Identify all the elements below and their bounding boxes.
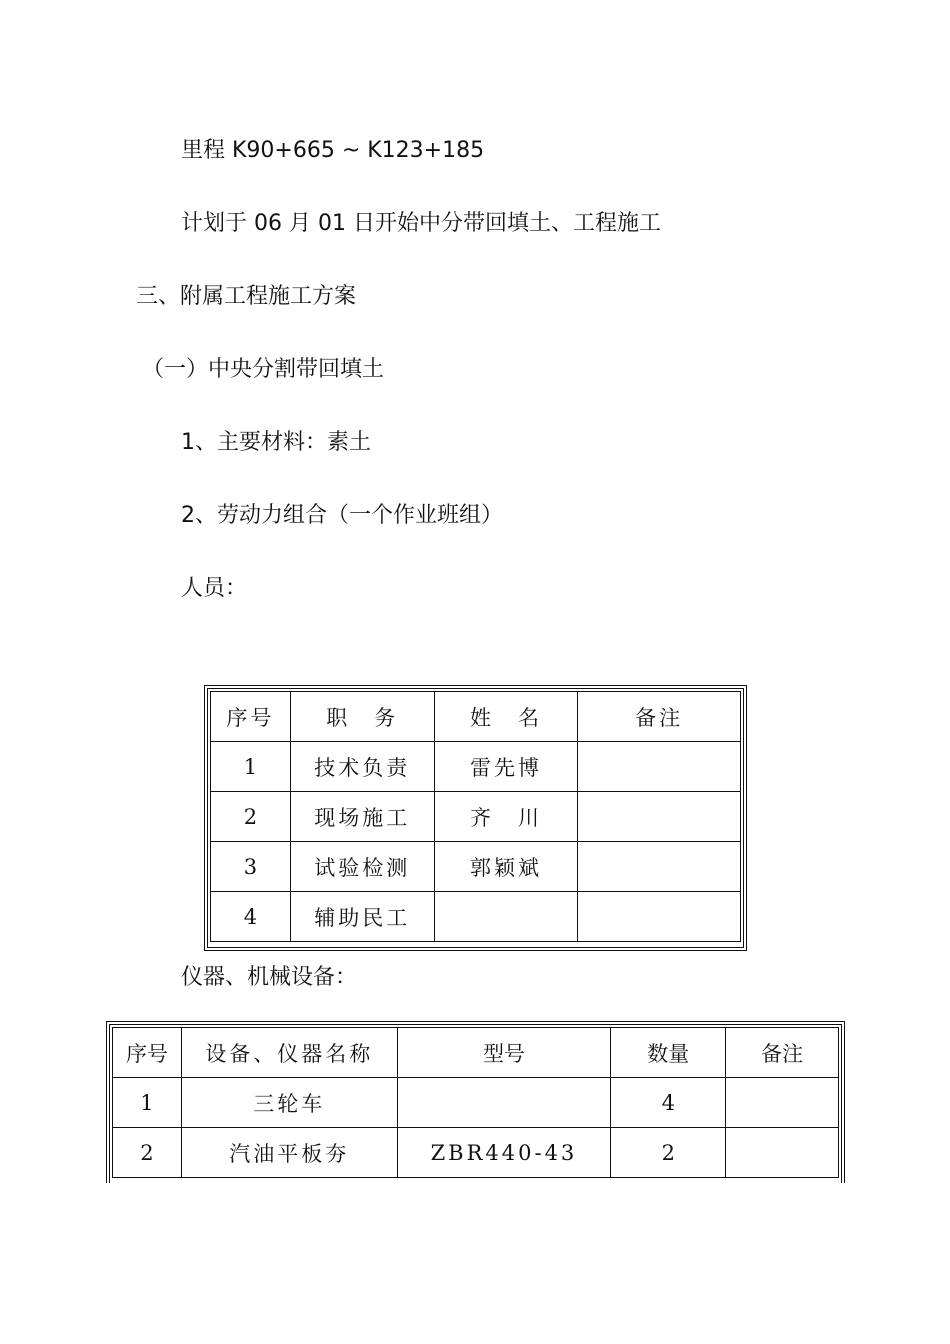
- table-cell: [578, 892, 741, 942]
- table-cell: 2: [211, 792, 291, 842]
- header-cell: 序号: [211, 692, 291, 742]
- table-row: [211, 842, 741, 892]
- equipment-heading: 仪器、机械设备：: [181, 965, 358, 990]
- materials-line: 1、主要材料：素土: [181, 430, 371, 455]
- subsection-heading: （一）中央分割带回填土: [142, 357, 385, 382]
- table-cell: ZBR440-43: [397, 1128, 611, 1178]
- table-row: [211, 792, 741, 842]
- table-cell: [726, 1128, 839, 1178]
- table-cell: 试验检测: [290, 842, 434, 892]
- header-cell: 备注: [578, 692, 741, 742]
- table-cell: 2: [113, 1128, 182, 1178]
- table-cell: 3: [211, 842, 291, 892]
- header-cell: 姓 名: [434, 692, 578, 742]
- labor-line: 2、劳动力组合（一个作业班组）: [181, 503, 503, 528]
- equipment-table: [112, 1027, 839, 1178]
- table-cell: [434, 892, 578, 942]
- table-row: [211, 742, 741, 792]
- table-header-row: [113, 1028, 839, 1078]
- table-cell: 齐 川: [434, 792, 578, 842]
- table-cell: [726, 1078, 839, 1128]
- table-row: [211, 892, 741, 942]
- table-cell: 1: [211, 742, 291, 792]
- header-cell: 数量: [611, 1028, 726, 1078]
- table-cell: 郭颖斌: [434, 842, 578, 892]
- header-cell: 型号: [397, 1028, 611, 1078]
- table-cell: 2: [611, 1128, 726, 1178]
- table-cell: 辅助民工: [290, 892, 434, 942]
- table-cell: [397, 1078, 611, 1128]
- mileage-line: 里程 K90+665 ~ K123+185: [181, 138, 485, 163]
- table-row: [113, 1128, 839, 1178]
- table-cell: 4: [211, 892, 291, 942]
- header-cell: 备注: [726, 1028, 839, 1078]
- header-cell: 设备、仪器名称: [181, 1028, 397, 1078]
- table-cell: 汽油平板夯: [181, 1128, 397, 1178]
- table-cell: 技术负责: [290, 742, 434, 792]
- staff-table: [210, 691, 741, 942]
- header-cell: 职 务: [290, 692, 434, 742]
- personnel-label: 人员：: [181, 576, 248, 601]
- table-cell: [578, 842, 741, 892]
- table-cell: 雷先博: [434, 742, 578, 792]
- table-cell: 现场施工: [290, 792, 434, 842]
- table-cell: [578, 792, 741, 842]
- table-cell: 4: [611, 1078, 726, 1128]
- table-row: [113, 1078, 839, 1128]
- section-heading: 三、附属工程施工方案: [136, 284, 357, 309]
- table-cell: 三轮车: [181, 1078, 397, 1128]
- table-cell: 1: [113, 1078, 182, 1128]
- plan-line: 计划于 06 月 01 日开始中分带回填土、工程施工: [181, 211, 661, 236]
- table-header-row: [211, 692, 741, 742]
- header-cell: 序号: [113, 1028, 182, 1078]
- table-cell: [578, 742, 741, 792]
